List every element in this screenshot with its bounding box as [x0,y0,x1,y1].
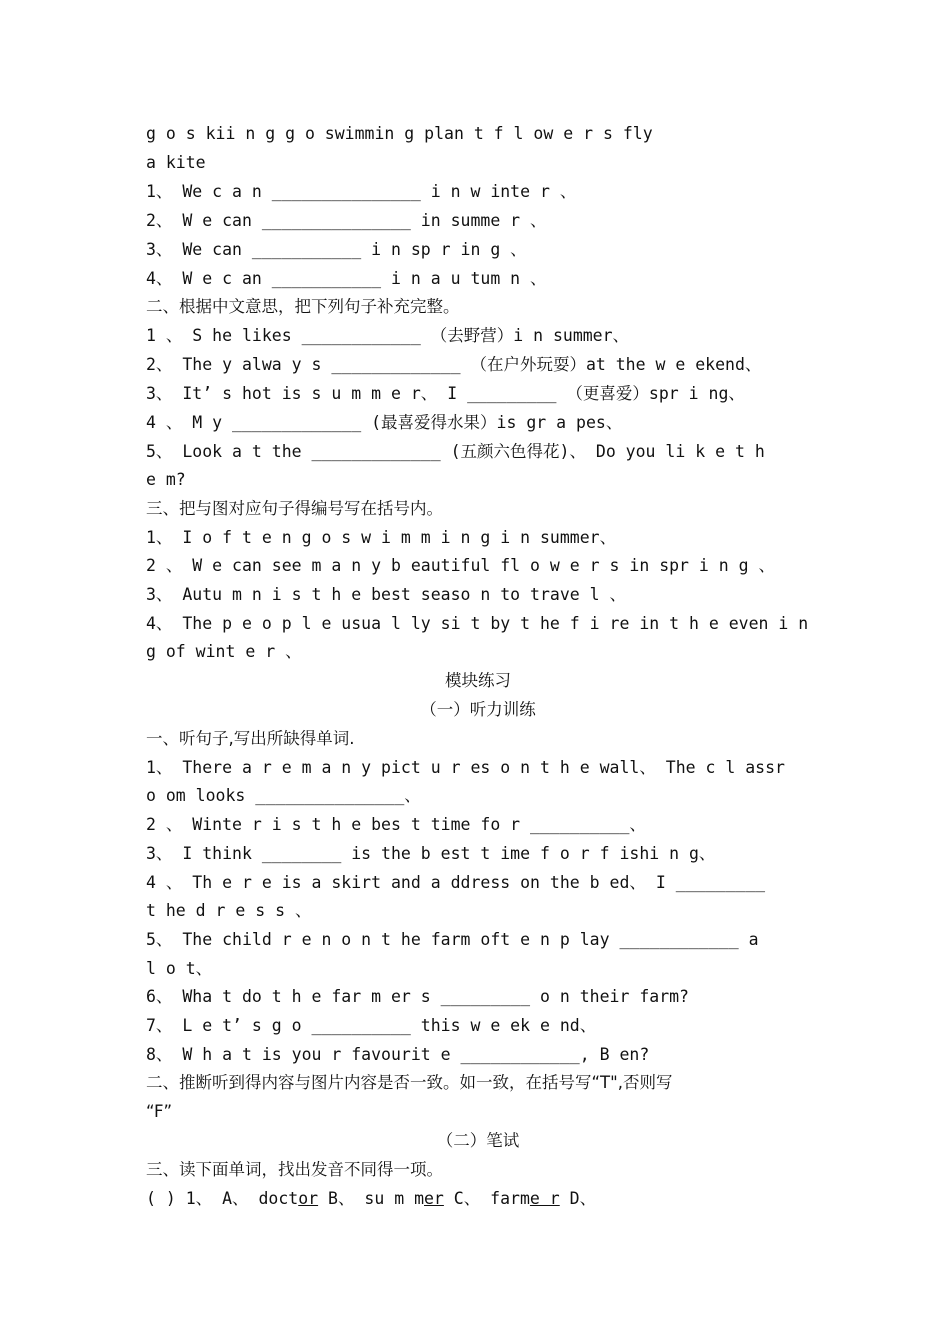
item-1-prefix: ( ) 1、 A、 doct [146,1189,299,1208]
fill-sentence-3: 3、 We can ___________ i n sp r in g 、 [146,240,527,259]
section-3-item-4: 4、 The p e o p l e usua l ly si t by t he f i re in t h e even i n [146,614,809,633]
pronunciation-item-1 [146,1189,810,1209]
fill-sentence-1: 1、 We c a n _______________ i n w inte r 、 [146,182,577,201]
written-title: （二）笔试 [436,1131,520,1150]
section-2-item-5: 5、 Look a t the _____________ (五颜六色得花)、 Do you li k e t h [146,442,765,461]
listening-item-5-cont: l o t、 [146,959,213,978]
listening-item-1: 1、 There a r e m a n y pict u r es o n t h e wall、 The c l assr [146,758,785,777]
option-a-underlined: or [298,1189,319,1208]
listening-item-5: 5、 The child r e n o n t he farm oft e n p lay ____________ a [146,930,759,949]
section-3-item-4-cont: g of wint e r 、 [146,642,302,661]
section-3-item-1: 1、 I o f t e n g o s w i m m i n g i n summer、 [146,528,617,547]
section-3-item-2: 2 、 W e can see m a n y b eautiful fl o w e r s in spr i n g 、 [146,556,776,575]
listening-item-3: 3、 I think ________ is the b est t ime f o r f ishi n g、 [146,844,716,863]
option-b-text: B、 su m m [318,1189,424,1208]
option-c-text: C、 farm [443,1189,530,1208]
listening-title: （一）听力训练 [420,700,536,719]
word-bank-line-2: a kite [146,153,206,172]
option-c-underlined: e r [529,1189,560,1208]
section-2-item-3: 3、 It’ s hot is s u m m e r、 I _________ （更喜爱）spr i ng、 [146,384,745,403]
judge-heading-cont: “F” [146,1102,173,1121]
section-2-heading: 二、根据中文意思，把下列句子补充完整。 [146,297,460,316]
section-2-item-5-cont: e m? [146,470,186,489]
pronunciation-heading: 三、读下面单词，找出发音不同得一项。 [146,1160,443,1179]
judge-heading: 二、推断听到得内容与图片内容是否一致。如一致，在括号写“T",否则写 [146,1073,673,1092]
section-2-item-1: 1 、 S he likes ____________ （去野营）i n summer、 [146,326,630,345]
section-2-item-2: 2、 The y alwa y s _____________ （在户外玩耍）at the w e ekend、 [146,355,762,374]
word-bank-line-1: g o s kii n g g o swimmin g plan t f l ow e r s fly [146,124,653,143]
listening-item-2: 2 、 Winte r i s t h e bes t time fo r __________、 [146,815,646,834]
listening-item-6: 6、 Wha t do t h e far m er s _________ o n their farm? [146,987,689,1006]
section-3-heading: 三、把与图对应句子得编号写在括号内。 [146,499,443,518]
fill-sentence-4: 4、 W e c an ___________ i n a u tum n 、 [146,269,547,288]
fill-sentence-2: 2、 W e can _______________ in summe r 、 [146,211,547,230]
section-2-item-4: 4 、 M y _____________ (最喜爱得水果）is gr a pes、 [146,413,623,432]
section-3-item-3: 3、 Autu m n i s t h e best seaso n to trave l 、 [146,585,627,604]
option-b-underlined: er [424,1189,444,1208]
listening-item-4-cont: t he d r e s s 、 [146,901,312,920]
listening-item-4: 4 、 Th e r e is a skirt and a ddress on the b ed、 I _________ [146,873,766,892]
listening-item-7: 7、 L e t’ s g o __________ this w e ek e nd、 [146,1016,597,1035]
module-title: 模块练习 [445,671,511,690]
listening-item-1-cont: o om looks _______________、 [146,786,421,805]
listening-item-8: 8、 W h a t is you r favourit e ____________, B en? [146,1045,650,1064]
listening-heading: 一、听句子,写出所缺得单词. [146,729,355,748]
option-d-text: D、 [559,1189,597,1208]
